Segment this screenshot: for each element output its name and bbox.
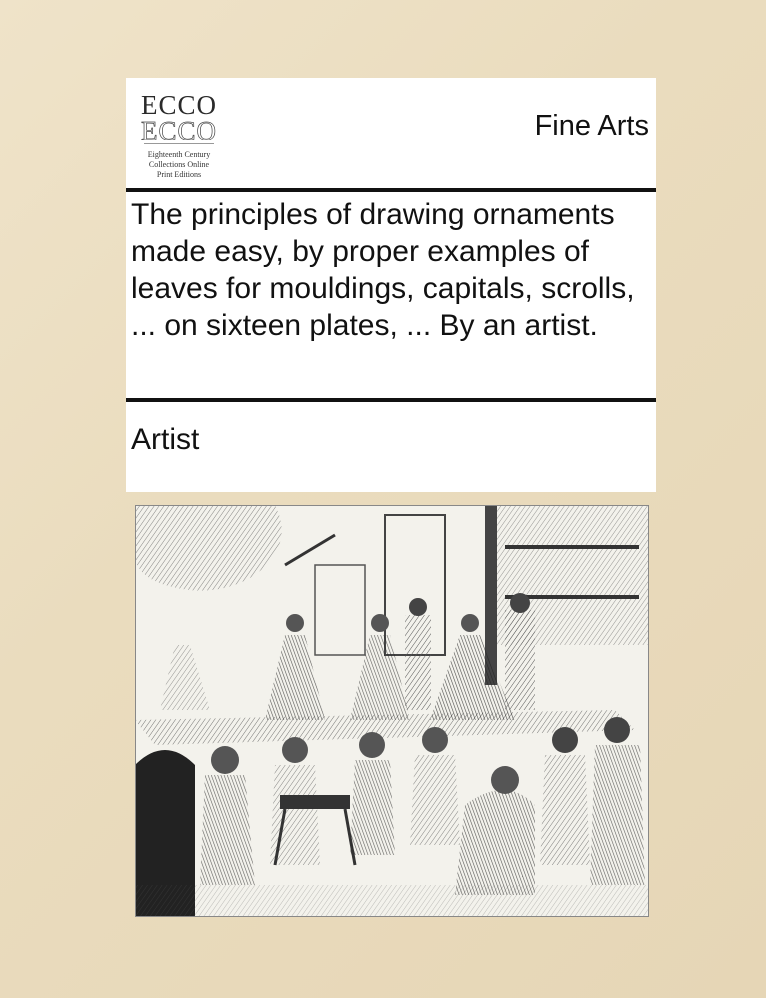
cover-panel <box>126 78 656 492</box>
logo-tagline-line: Print Editions <box>156 170 202 179</box>
logo-tagline <box>136 150 222 180</box>
bottom-divider <box>126 398 656 402</box>
logo-mark: ECCO <box>140 90 217 120</box>
ecco-logo <box>136 86 222 186</box>
engraving-theatre-stage-scene-icon <box>135 505 649 917</box>
logo-tagline-line: Eighteenth Century <box>147 150 211 159</box>
logo-mark-reflection: ECCO <box>140 120 217 140</box>
category-label: Fine Arts <box>534 110 649 142</box>
top-divider <box>126 188 656 192</box>
book-title: The principles of drawing ornaments made easy, by proper examples of leaves for mouldings, capitals, scrolls, ... on sixteen plates, ... By an artist. <box>131 198 635 342</box>
author-name: Artist <box>131 423 200 456</box>
logo-tagline-line: Collections Online <box>148 160 210 169</box>
logo-rule <box>144 143 214 144</box>
engraving-illustration <box>135 505 649 917</box>
